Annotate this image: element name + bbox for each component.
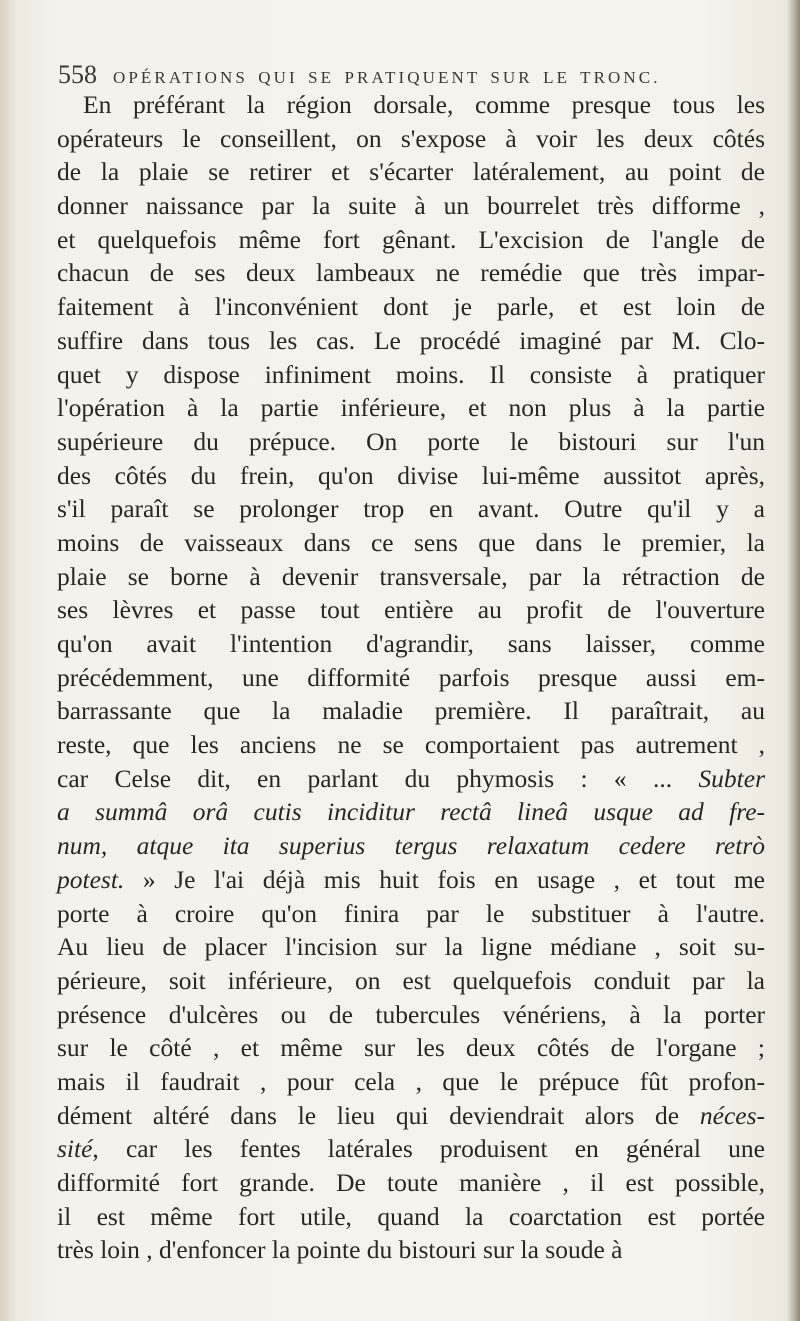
text-line [57,526,765,560]
text-line [57,425,765,459]
text-run: plaie se borne à devenir transversale, par la rétraction de [57,561,765,591]
text-line [57,1233,765,1267]
text-line [57,88,765,122]
text-line [57,930,765,964]
page-right-edge [786,0,800,1321]
text-run: , car les fentes latérales produisent en général une [92,1134,765,1164]
text-run: de la plaie se retirer et s'écarter latéralement, au point de [57,157,765,187]
text-line [57,627,765,661]
text-run: ses lèvres et passe tout entière au profit de l'ouverture [57,595,765,625]
text-line [57,1031,765,1065]
italic-run: num, atque ita superius tergus relaxatum cedere retrò [57,831,765,861]
text-run: opérateurs le conseillent, on s'expose à voir les deux côtés [57,123,765,153]
text-run: l'opération à la partie inférieure, et non plus à la partie [57,393,765,423]
text-run: barrassante que la maladie première. Il paraîtrait, au [57,696,765,726]
text-run: précédemment, une difformité parfois presque aussi em- [57,662,765,692]
text-line [57,358,765,392]
text-line [57,459,765,493]
text-line [57,998,765,1032]
text-run: des côtés du frein, qu'on divise lui-même aussitot après, [57,460,765,490]
text-line [57,964,765,998]
text-run: car Celse dit, en parlant du phymosis : « ... [57,763,699,793]
italic-run: potest. [57,864,125,894]
text-line [57,290,765,324]
text-line [57,1099,765,1133]
text-line [57,795,765,829]
italic-run: a summâ orâ cutis inciditur rectâ lineâ usque ad fre- [57,797,765,827]
text-line [57,223,765,257]
text-line [57,897,765,931]
text-run: présence d'ulcères ou de tubercules vénériens, à la porter [57,999,765,1029]
text-run: et quelquefois même fort gênant. L'excision de l'angle de [57,224,765,254]
text-line [57,324,765,358]
text-run: périeure, soit inférieure, on est quelquefois conduit par la [57,965,765,995]
text-run: » Je l'ai déjà mis huit fois en usage , et tout me [124,864,765,894]
text-line [57,593,765,627]
text-line [57,1065,765,1099]
text-run: porte à croire qu'on finira par le substituer à l'autre. [57,898,765,928]
italic-run: sité [57,1134,93,1164]
text-line [57,155,765,189]
text-run: faitement à l'inconvénient dont je parle, et est loin de [57,292,765,322]
italic-run: néces- [699,1100,765,1130]
text-run: il est même fort utile, quand la coarctation est portée [57,1201,765,1231]
text-line [57,694,765,728]
page-binding-edge [0,0,18,1321]
text-line [57,1132,765,1166]
text-line [57,122,765,156]
text-line [57,256,765,290]
page-number: 558 [58,60,97,89]
text-line [57,189,765,223]
text-line [57,728,765,762]
text-run: sur le côté , et même sur les deux côtés de l'organe ; [57,1033,765,1063]
text-run: suffire dans tous les cas. Le procédé imaginé par M. Clo- [57,325,765,355]
text-line [57,661,765,695]
italic-run: Subter [698,763,765,793]
text-run: qu'on avait l'intention d'agrandir, sans laisser, comme [57,629,765,658]
text-line [57,829,765,863]
text-line [57,1200,765,1234]
text-run: moins de vaisseaux dans ce sens que dans le premier, la [57,527,765,557]
text-run: quet y dispose infiniment moins. Il consiste à pratiquer [57,359,765,389]
text-run: donner naissance par la suite à un bourrelet très difforme , [57,191,765,221]
text-run: mais il faudrait , pour cela , que le prépuce fût profon- [57,1066,765,1096]
text-run: dément altéré dans le lieu qui deviendrait alors de [57,1100,700,1130]
text-line [57,492,765,526]
text-line [57,560,765,594]
running-head-title: OPÉRATIONS QUI SE PRATIQUENT SUR LE TRONC. [113,68,661,87]
text-run: reste, que les anciens ne se comportaient pas autrement , [57,730,765,760]
body-text [57,88,765,1267]
text-line [57,391,765,425]
text-line [57,863,765,897]
text-run: difformité fort grande. De toute manière , il est possible, [57,1168,765,1197]
text-line [57,762,765,796]
text-run: supérieure du prépuce. On porte le bistouri sur l'un [57,426,765,456]
text-run: très loin , d'enfoncer la pointe du bistouri sur la soude à [57,1235,623,1265]
text-run: chacun de ses deux lambeaux ne remédie que très impar- [57,258,765,288]
text-line [57,1166,765,1200]
text-run: s'il paraît se prolonger trop en avant. Outre qu'il y a [57,494,765,524]
text-run: Au lieu de placer l'incision sur la ligne médiane , soit su- [57,932,765,962]
text-run: En préférant la région dorsale, comme presque tous les [83,90,765,119]
